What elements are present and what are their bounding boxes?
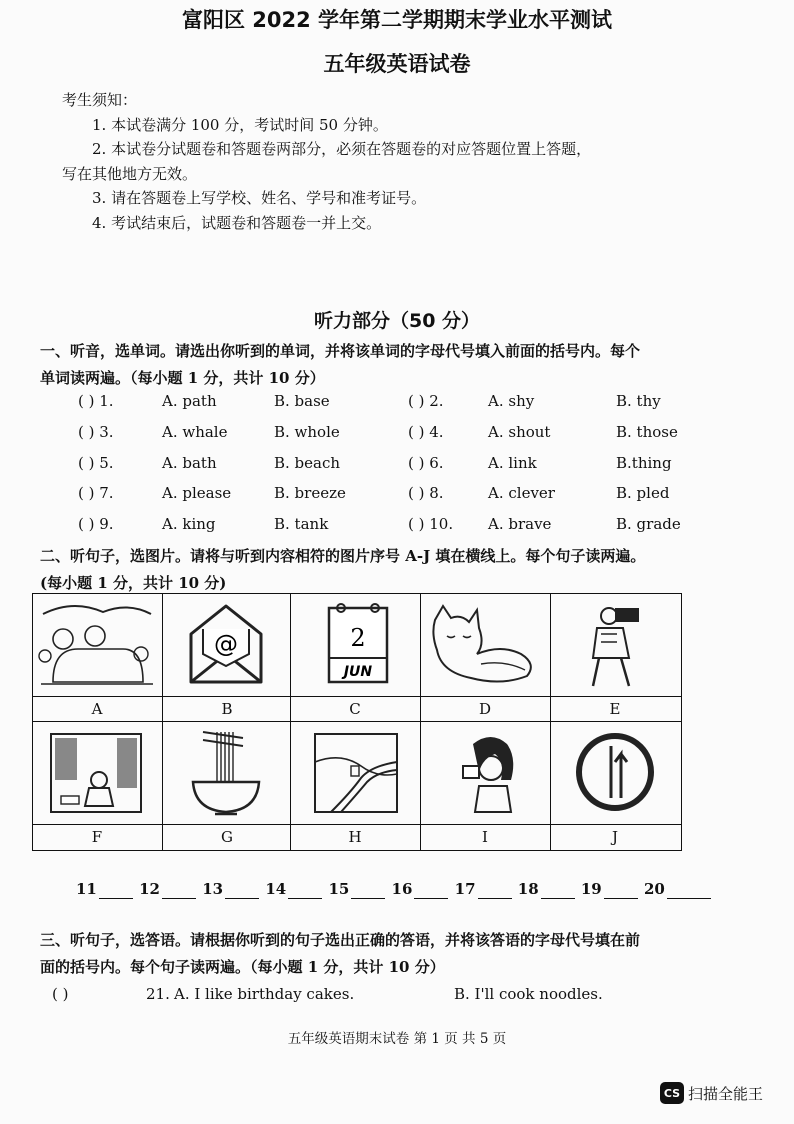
option-b: B. whole <box>274 422 340 441</box>
picture-j-cell <box>551 722 681 825</box>
option-a: A. shy <box>488 392 535 410</box>
one-way-sign-icon <box>551 722 679 823</box>
noodles-bowl-icon <box>163 722 289 823</box>
blank-number: 15 <box>328 880 350 898</box>
option-a: A. shout <box>488 422 551 441</box>
picture-b-cell <box>163 594 291 697</box>
section3-heading-line: 面的括号内。每个句子读两遍。（每小题 1 分，共计 10 分） <box>40 958 445 976</box>
option-b: B. base <box>274 392 330 410</box>
note-item: 3. 请在答题卷上写学校、姓名、学号和准考证号。 <box>92 189 427 207</box>
answer-blank[interactable] <box>541 880 575 899</box>
answer-blank[interactable] <box>414 880 448 899</box>
blank-number: 19 <box>580 880 602 898</box>
picture-i-cell <box>421 722 551 825</box>
answer-bracket[interactable]: ( ) 6. <box>408 453 444 472</box>
answer-bracket[interactable]: ( ) 1. <box>78 392 114 410</box>
email-at-symbol: @ <box>214 630 238 658</box>
option-b: B. those <box>616 422 678 441</box>
section3-heading-line: 三、听句子，选答语。请根据你听到的句子选出正确的答语，并将该答语的字母代号填在前 <box>40 931 641 949</box>
answer-blank[interactable] <box>667 880 711 899</box>
question-number: 21. <box>146 985 170 1003</box>
notes-block <box>62 88 742 235</box>
question-21 <box>52 985 752 1003</box>
section1-heading-line: 一、听音，选单词。请选出你听到的单词，并将该单词的字母代号填入前面的括号内。每个 <box>40 342 641 360</box>
option-a: A. brave <box>488 515 552 534</box>
option-a: A. I like birthday cakes. <box>174 985 355 1003</box>
reading-in-library-icon <box>33 722 161 823</box>
answer-blank[interactable] <box>99 880 133 899</box>
option-a: A. bath <box>162 453 217 472</box>
camscanner-label: 扫描全能王 <box>688 1084 764 1103</box>
section3-heading <box>40 927 740 981</box>
option-b: B. beach <box>274 453 341 472</box>
picture-label-c: C <box>349 700 361 718</box>
picture-a-cell <box>33 594 163 697</box>
email-envelope-icon <box>163 594 289 695</box>
picture-d-cell <box>421 594 551 697</box>
option-a: A. whale <box>162 422 228 441</box>
great-wall-icon <box>291 722 419 823</box>
picture-label-a: A <box>91 700 103 718</box>
note-item: 1. 本试卷满分 100 分，考试时间 50 分钟。 <box>92 115 388 134</box>
answer-bracket[interactable]: ( ) 2. <box>408 392 444 410</box>
answer-bracket[interactable]: ( ) 4. <box>408 422 444 441</box>
picture-label-h: H <box>348 828 362 846</box>
blank-number: 20 <box>643 880 665 898</box>
section1-heading <box>40 338 740 392</box>
calendar-day: 2 <box>350 624 366 652</box>
sleeping-cat-icon <box>421 594 549 695</box>
photographer-icon <box>551 594 679 695</box>
note-item: 2. 本试卷分试题卷和答题卷两部分，必须在答题卷的对应答题位置上答题， <box>92 140 592 158</box>
option-b: B. breeze <box>274 484 346 503</box>
picture-label-g: G <box>221 828 233 846</box>
calendar-icon <box>291 594 419 695</box>
answer-bracket[interactable]: ( ) 9. <box>78 515 114 534</box>
section1-heading-line: 单词读两遍。（每小题 1 分，共计 10 分） <box>40 369 325 387</box>
picture-grid <box>32 593 682 851</box>
option-a: A. link <box>488 453 537 472</box>
answer-blank[interactable] <box>225 880 259 899</box>
blank-number: 16 <box>391 880 413 898</box>
blank-number: 18 <box>517 880 539 898</box>
blank-number: 13 <box>202 880 224 898</box>
option-b: B. thy <box>616 392 661 410</box>
option-a: A. path <box>162 392 217 410</box>
picture-f-cell <box>33 722 163 825</box>
picture-label-e: E <box>609 700 621 718</box>
picture-h-cell <box>291 722 421 825</box>
option-b: B. grade <box>616 515 681 534</box>
exam-title: 富阳区 2022 学年第二学期期末学业水平测试 <box>181 8 613 32</box>
picture-c-cell <box>291 594 421 697</box>
picture-label-d: D <box>478 700 492 718</box>
option-b: B. tank <box>274 515 329 534</box>
answer-blanks <box>76 880 712 899</box>
picture-label-j: J <box>611 828 618 846</box>
answer-bracket[interactable]: ( ) 7. <box>78 484 114 503</box>
answer-bracket[interactable]: ( ) 3. <box>78 422 114 441</box>
section2-heading-line: (每小题 1 分，共计 10 分) <box>40 574 227 592</box>
calendar-month: JUN <box>343 664 373 680</box>
picture-label-i: I <box>482 828 488 846</box>
picture-g-cell <box>163 722 291 825</box>
option-b: B. pled <box>616 484 670 503</box>
exam-subtitle: 五年级英语试卷 <box>323 52 471 76</box>
option-b: B.thing <box>616 453 672 472</box>
answer-blank[interactable] <box>288 880 322 899</box>
listening-title: 听力部分（50 分） <box>313 310 481 332</box>
section2-heading <box>40 543 740 597</box>
girl-drinking-icon <box>421 722 549 823</box>
answer-bracket[interactable]: ( ) 8. <box>408 484 444 503</box>
option-a: A. please <box>162 484 232 503</box>
page-footer: 五年级英语期末试卷 第 1 页 共 5 页 <box>287 1031 507 1047</box>
camscanner-watermark <box>660 1082 763 1104</box>
option-b: B. I'll cook noodles. <box>454 985 603 1003</box>
answer-blank[interactable] <box>478 880 512 899</box>
blank-number: 14 <box>265 880 287 898</box>
notes-heading: 考生须知： <box>62 91 138 109</box>
answer-bracket[interactable]: ( ) 5. <box>78 453 114 472</box>
answer-bracket[interactable]: ( ) <box>52 985 69 1003</box>
note-item: 4. 考试结束后，试题卷和答题卷一并上交。 <box>92 213 382 232</box>
blank-number: 11 <box>76 880 97 898</box>
answer-bracket[interactable]: ( ) 10. <box>408 515 454 534</box>
note-item: 写在其他地方无效。 <box>62 164 198 183</box>
section2-heading-line: 二、听句子，选图片。请将与听到内容相符的图片序号 A-J 填在横线上。每个句子读两遍。 <box>40 547 646 565</box>
blank-number: 12 <box>139 880 160 898</box>
camscanner-logo-icon: CS <box>660 1082 684 1104</box>
option-a: A. clever <box>488 484 555 503</box>
answer-blank[interactable] <box>162 880 196 899</box>
option-a: A. king <box>162 515 216 534</box>
answer-blank[interactable] <box>604 880 638 899</box>
picture-label-f: F <box>91 828 103 846</box>
blank-number: 17 <box>454 880 476 898</box>
children-party-picture-icon <box>33 594 161 695</box>
picture-label-b: B <box>221 700 233 718</box>
answer-blank[interactable] <box>351 880 385 899</box>
picture-e-cell <box>551 594 681 697</box>
